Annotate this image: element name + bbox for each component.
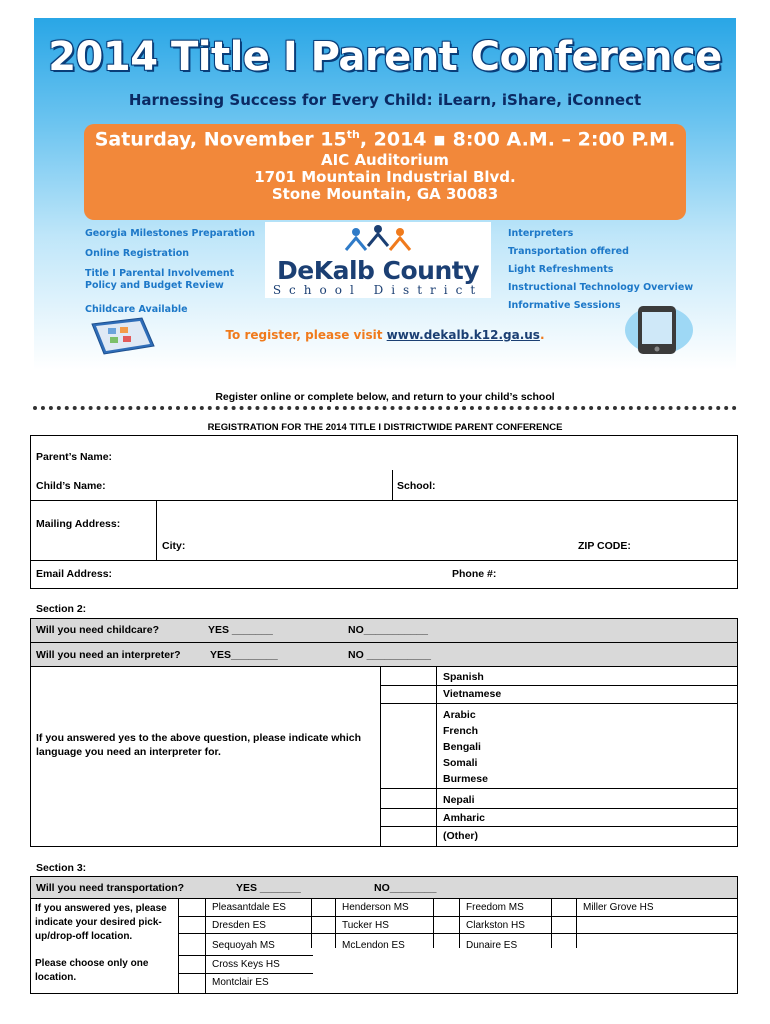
register-link[interactable]: www.dekalb.k12.ga.us: [386, 328, 540, 342]
language-prompt: If you answered yes to the above question, please indicate which language you need an interpreter for.: [36, 732, 362, 758]
child-name-label: Child’s Name:: [36, 480, 106, 492]
lang-option[interactable]: Nepali: [443, 794, 475, 806]
location-option[interactable]: Sequoyah MS: [212, 940, 275, 951]
location-option[interactable]: Dresden ES: [212, 920, 266, 931]
loc-v5: [433, 898, 434, 948]
loc-h2: [178, 933, 737, 934]
s2-line-mid: [30, 642, 738, 643]
transport-yes[interactable]: YES _______: [236, 882, 301, 894]
loc-h1: [178, 916, 737, 917]
s3-left: [30, 876, 31, 994]
feature-transportation: Transportation offered: [508, 246, 629, 257]
s2-right: [737, 618, 738, 846]
lang-grid-mid: [436, 666, 437, 846]
location-option[interactable]: Clarkston HS: [466, 920, 525, 931]
venue-block: [84, 152, 686, 203]
loc-v7: [551, 898, 552, 948]
lang-row3: [380, 788, 737, 789]
s2-left: [30, 618, 31, 846]
lang-row2: [380, 703, 737, 704]
location-option[interactable]: Montclair ES: [212, 977, 269, 988]
loc-v3: [311, 898, 312, 948]
lang-option[interactable]: (Other): [443, 830, 478, 842]
register-suffix: .: [539, 328, 545, 342]
date-superscript: th: [346, 128, 360, 141]
childcare-yes[interactable]: YES _______: [208, 624, 273, 636]
phone-label: Phone #:: [452, 568, 497, 580]
lang-option[interactable]: Burmese: [443, 773, 488, 785]
section1-bottom: [30, 588, 738, 589]
conference-title: 2014 Title I Parent Conference: [48, 34, 722, 80]
logo-wordmark: DeKalb County: [277, 256, 479, 285]
lang-option[interactable]: Spanish: [443, 671, 484, 683]
childcare-question: Will you need childcare?: [36, 624, 160, 636]
location-option[interactable]: Henderson MS: [342, 902, 409, 913]
city-label: City:: [162, 540, 186, 552]
location-option[interactable]: Miller Grove HS: [583, 902, 654, 913]
lang-grid-left: [380, 666, 381, 846]
location-prompt: If you answered yes, please indicate your desired pick-up/drop-off location.: [35, 903, 167, 942]
loc-v4: [335, 898, 336, 948]
lang-row1: [380, 685, 737, 686]
loc-v8: [576, 898, 577, 948]
section1-left: [30, 435, 31, 588]
s2-line-top: [30, 618, 738, 619]
location-option[interactable]: Tucker HS: [342, 920, 389, 931]
loc-v2: [205, 898, 206, 993]
venue-address-line1: 1701 Mountain Industrial Blvd.: [254, 168, 516, 186]
lang-option[interactable]: Vietnamese: [443, 688, 502, 700]
date-text: Saturday, November 15: [94, 128, 347, 151]
transport-question: Will you need transportation?: [36, 882, 185, 894]
date-line: [84, 128, 686, 150]
feature-online-registration: Online Registration: [85, 248, 190, 259]
loc-h3: [178, 955, 313, 956]
s3-right: [737, 876, 738, 994]
register-prefix: To register, please visit: [225, 328, 387, 342]
section3-heading: Section 3:: [36, 862, 87, 874]
feature-interpreters: Interpreters: [508, 228, 574, 239]
email-label: Email Address:: [36, 568, 113, 580]
location-option[interactable]: Cross Keys HS: [212, 959, 280, 970]
choose-one-note: Please choose only one location.: [35, 958, 149, 983]
lang-option[interactable]: Bengali: [443, 741, 481, 753]
venue-address-line2: Stone Mountain, GA 30083: [271, 185, 499, 203]
s3-line-top: [30, 876, 738, 877]
form-title: REGISTRATION FOR THE 2014 TITLE I DISTRICTWIDE PARENT CONFERENCE: [207, 422, 563, 433]
s2-line-end: [30, 846, 738, 847]
school-label: School:: [397, 480, 436, 492]
people-logo-icon: [338, 224, 418, 258]
s3-bottom: [30, 993, 738, 994]
location-option[interactable]: Dunaire ES: [466, 940, 518, 951]
interpreter-question: Will you need an interpreter?: [36, 649, 181, 661]
interpreter-yes[interactable]: YES________: [210, 649, 278, 661]
lang-row5: [380, 826, 737, 827]
parent-name-label: Parent’s Name:: [36, 451, 113, 463]
date-time-text: , 2014 ▪ 8:00 A.M. – 2:00 P.M.: [359, 128, 676, 151]
s3-line-mid: [30, 898, 738, 899]
section1-divider1: [30, 500, 738, 501]
section1-mailing-divider: [156, 500, 157, 560]
transport-no[interactable]: NO________: [374, 882, 437, 894]
section1-divider2: [30, 560, 738, 561]
feature-milestones: Georgia Milestones Preparation: [85, 228, 256, 239]
section1-right: [737, 435, 738, 588]
childcare-no[interactable]: NO___________: [348, 624, 428, 636]
loc-v1: [178, 898, 179, 993]
cut-line: [33, 406, 737, 410]
feature-childcare: Childcare Available: [85, 304, 188, 315]
conference-subtitle: Harnessing Success for Every Child: iLearn, iShare, iConnect: [128, 91, 642, 109]
location-option[interactable]: Freedom MS: [466, 902, 524, 913]
feature-policy-review: Title I Parental Involvement Policy and Budget Review: [85, 268, 235, 291]
feature-technology: Instructional Technology Overview: [508, 282, 694, 293]
venue-name: AIC Auditorium: [321, 151, 449, 169]
lang-row4: [380, 808, 737, 809]
lang-option[interactable]: Amharic: [443, 812, 486, 824]
lang-option[interactable]: Somali: [443, 757, 478, 769]
loc-h4: [178, 973, 313, 974]
lang-option[interactable]: French: [443, 725, 479, 737]
s2-line-bottom: [30, 666, 738, 667]
feature-sessions: Informative Sessions: [508, 300, 621, 311]
mailing-address-label: Mailing Address:: [36, 518, 121, 530]
loc-v6: [459, 898, 460, 948]
section2-heading: Section 2:: [36, 603, 87, 615]
intro-text: Register online or complete below, and return to your child’s school: [215, 391, 555, 403]
location-option[interactable]: Pleasantdale ES: [212, 902, 286, 913]
feature-refreshments: Light Refreshments: [508, 264, 614, 275]
register-notice: [0, 328, 770, 342]
interpreter-no[interactable]: NO ___________: [348, 649, 431, 661]
lang-option[interactable]: Arabic: [443, 709, 476, 721]
location-option[interactable]: McLendon ES: [342, 940, 405, 951]
logo-subtitle: School District: [272, 283, 484, 297]
section1-top: [30, 435, 738, 436]
zip-label: ZIP CODE:: [578, 540, 631, 552]
section1-school-divider: [392, 470, 393, 500]
